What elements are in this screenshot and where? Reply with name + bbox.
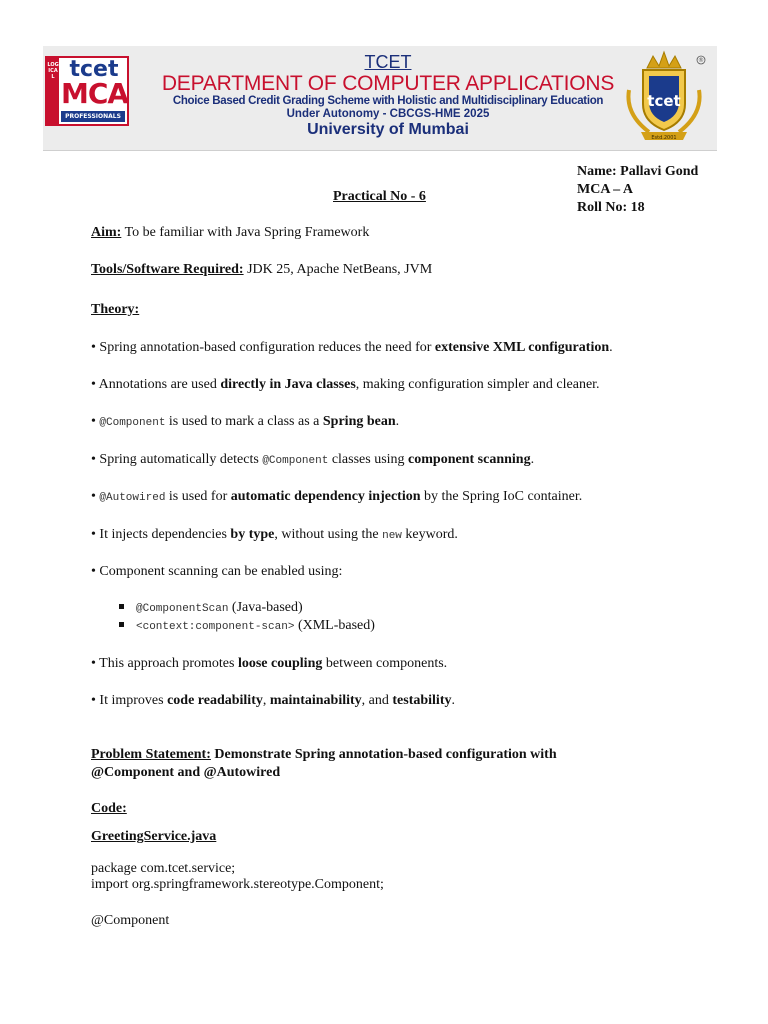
logo-bottom: PROFESSIONALS <box>61 111 125 122</box>
tcet-mca-logo <box>45 56 129 126</box>
aim-label: Aim: <box>91 225 122 240</box>
student-name: Name: Pallavi Gond <box>577 164 699 179</box>
theory-point-1: • Spring annotation-based configuration reduces the need for extensive XML configuration. <box>91 340 613 355</box>
banner-university: University of Mumbai <box>307 121 469 138</box>
sub-bullet-component-scan: @ComponentScan (Java-based) <box>119 600 303 617</box>
theory-point-5: • @Autowired is used for automatic dependency injection by the Spring IoC container. <box>91 489 583 504</box>
tools-line <box>91 262 432 278</box>
logo-side-text: LOGICAL <box>47 58 59 124</box>
registered-mark: ® <box>698 57 704 64</box>
banner-tcet: TCET <box>364 52 412 72</box>
theory-point-4: • Spring automatically detects @Component classes using component scanning. <box>91 452 535 467</box>
practical-title: Practical No - 6 <box>333 189 426 204</box>
sub-bullet-context-scan: <context:component-scan> (XML-based) <box>119 618 375 635</box>
code-line: @Component <box>91 913 170 928</box>
theory-point-2: • Annotations are used directly in Java classes, making configuration simpler and cleaner. <box>91 377 600 392</box>
aim-text: To be familiar with Java Spring Framework <box>121 225 370 240</box>
code-line: package com.tcet.service; <box>91 861 236 876</box>
banner-scheme: Choice Based Credit Grading Scheme with Holistic and Multidisciplinary Education <box>172 95 604 107</box>
code-line: import org.springframework.stereotype.Component; <box>91 877 384 892</box>
tools-text: JDK 25, Apache NetBeans, JVM <box>243 262 433 277</box>
theory-point-6: • It injects dependencies by type, without using the new keyword. <box>91 527 458 542</box>
aim-line <box>91 225 369 241</box>
tcet-crest-logo <box>619 50 709 144</box>
problem-line-1: Problem Statement: Demonstrate Spring annotation-based configuration with <box>91 747 557 762</box>
logo-main: MCA <box>61 77 129 110</box>
banner-department: DEPARTMENT OF COMPUTER APPLICATIONS <box>161 72 615 95</box>
theory-heading: Theory: <box>91 302 140 317</box>
crest-brand: tcet <box>647 92 681 110</box>
problem-line-2: @Component and @Autowired <box>91 765 281 780</box>
theory-point-8: • This approach promotes loose coupling between components. <box>91 656 448 671</box>
student-course: MCA – A <box>577 182 633 197</box>
header-banner <box>43 46 717 151</box>
theory-point-7: • Component scanning can be enabled using: <box>91 564 343 579</box>
logo-brand: tcet <box>69 57 119 82</box>
student-roll: Roll No: 18 <box>577 200 645 215</box>
code-heading: Code: <box>91 801 127 816</box>
crest-estd: Estd.2001 <box>651 135 677 141</box>
tools-label: Tools/Software Required: <box>91 262 244 277</box>
problem-label: Problem Statement: <box>91 747 211 762</box>
bullet-square-icon <box>119 604 124 609</box>
theory-point-9: • It improves code readability, maintainability, and testability. <box>91 693 455 708</box>
theory-point-3: • @Component is used to mark a class as a Spring bean. <box>91 414 400 429</box>
banner-title-block <box>138 52 638 139</box>
bullet-square-icon <box>119 622 124 627</box>
banner-autonomy: Under Autonomy - CBCGS-HME 2025 <box>286 108 490 120</box>
file-name: GreetingService.java <box>91 829 217 844</box>
